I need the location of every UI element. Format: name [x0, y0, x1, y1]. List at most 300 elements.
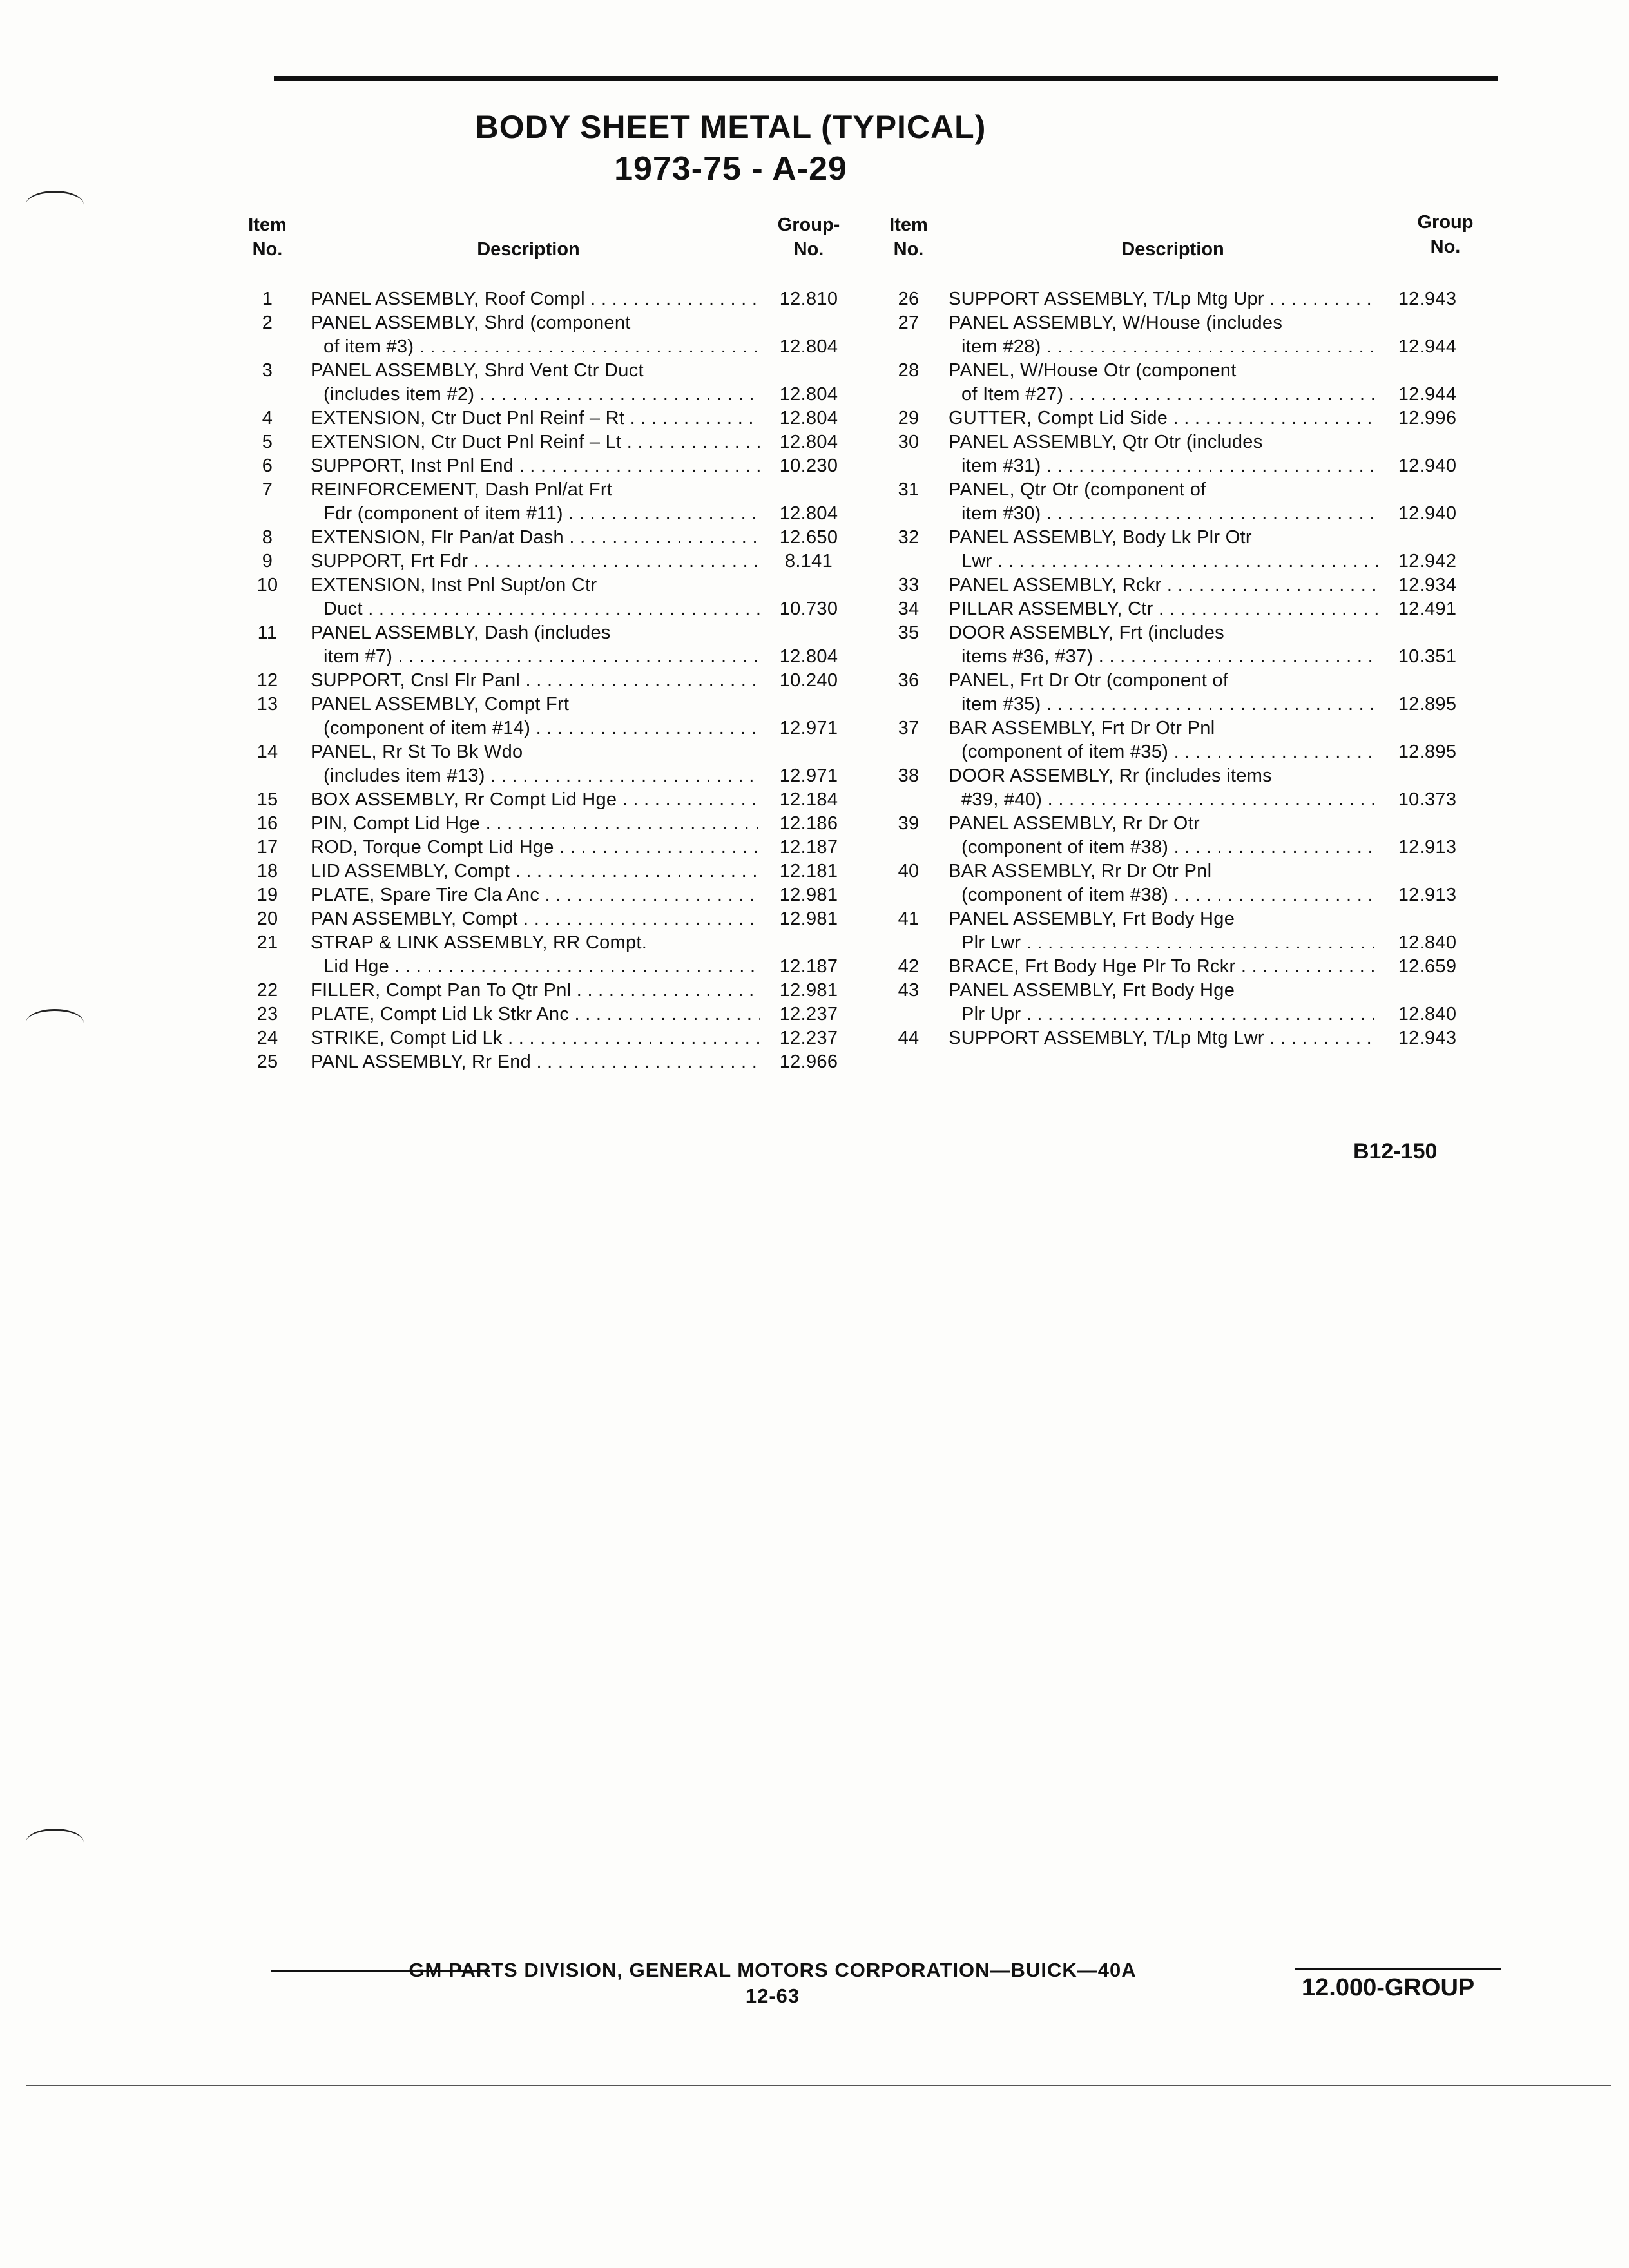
- item-number: 29: [898, 408, 920, 428]
- group-number-cell: [760, 860, 857, 883]
- description-line: of Item #27) . . .: [949, 383, 1379, 407]
- description-line: PANEL, Qtr Otr (component of: [949, 479, 1206, 500]
- page-subtitle: 1973-75 - A-29: [614, 150, 847, 187]
- item-number: 19: [256, 885, 278, 905]
- item-description: [303, 1026, 760, 1050]
- item-number: 34: [898, 599, 920, 619]
- parts-list-item: [232, 526, 857, 550]
- item-number: 37: [898, 718, 920, 738]
- description-line: PANEL ASSEMBLY, Rckr . . .: [949, 573, 1379, 597]
- parts-list-item: [232, 1050, 857, 1074]
- group-number-cell: [1379, 1026, 1476, 1050]
- parts-list-item: [232, 573, 857, 621]
- parts-list-item: [232, 907, 857, 931]
- group-number-cell: [760, 669, 857, 693]
- description-line: (component of item #38) . . .: [949, 836, 1379, 860]
- group-number: 12.804: [779, 408, 838, 428]
- item-description: [303, 979, 760, 1003]
- group-number-cell: [1379, 359, 1476, 407]
- parts-list-item: [876, 621, 1476, 669]
- group-number-cell: [1379, 621, 1476, 669]
- description-line: (includes item #13) . . .: [311, 764, 760, 788]
- item-description: [303, 407, 760, 430]
- description-line: PANEL ASSEMBLY, W/House (includes: [949, 312, 1283, 333]
- description-line: PANEL ASSEMBLY, Roof Compl . . .: [311, 287, 760, 311]
- parts-list-item: [876, 526, 1476, 573]
- item-description: [303, 573, 760, 621]
- item-description: [303, 931, 760, 979]
- group-number-cell: [1379, 407, 1476, 430]
- item-description: [303, 693, 760, 740]
- group-number-cell: [760, 407, 857, 430]
- description-line: PAN ASSEMBLY, Compt . . .: [311, 907, 760, 931]
- description-line: REINFORCEMENT, Dash Pnl/at Frt: [311, 479, 613, 500]
- parts-list-left: [232, 287, 857, 1074]
- description-line: Lwr . . .: [949, 550, 1379, 573]
- item-description: [303, 478, 760, 526]
- description-line: items #36, #37) . . .: [949, 645, 1379, 669]
- group-number-cell: [1379, 955, 1476, 979]
- item-number: 24: [256, 1028, 278, 1048]
- parts-list-item: [876, 407, 1476, 430]
- group-number: 12.913: [1398, 885, 1457, 905]
- footer-group-code: 12.000-GROUP: [1302, 1974, 1475, 2001]
- item-description: [941, 311, 1379, 359]
- description-line: GUTTER, Compt Lid Side . . .: [949, 407, 1379, 430]
- group-number-cell: [760, 430, 857, 454]
- item-description: [941, 979, 1379, 1026]
- parts-list-item: [232, 287, 857, 311]
- description-line: Plr Lwr . . .: [949, 931, 1379, 955]
- parts-list-item: [876, 1026, 1476, 1050]
- description-line: item #31) . . .: [949, 454, 1379, 478]
- parts-list-item: [232, 311, 857, 359]
- item-description: [941, 430, 1379, 478]
- parts-list-item: [876, 812, 1476, 860]
- description-line: item #28) . . .: [949, 335, 1379, 359]
- description-line: ROD, Torque Compt Lid Hge . . .: [311, 836, 760, 860]
- parts-list-item: [232, 931, 857, 979]
- item-description: [303, 1050, 760, 1074]
- item-number: 28: [898, 360, 920, 381]
- description-line: DOOR ASSEMBLY, Rr (includes items: [949, 765, 1272, 786]
- item-description: [941, 716, 1379, 764]
- parts-list-item: [876, 478, 1476, 526]
- description-line: (includes item #2) . . .: [311, 383, 760, 407]
- parts-list-item: [876, 573, 1476, 597]
- footer-division: GM PARTS DIVISION, GENERAL MOTORS CORPORATION—BUICK—40A: [409, 1959, 1137, 1981]
- item-number: 33: [898, 575, 920, 595]
- description-line: PANEL ASSEMBLY, Shrd Vent Ctr Duct: [311, 360, 644, 381]
- description-line: PANEL, Rr St To Bk Wdo: [311, 742, 523, 762]
- description-line: PANEL, W/House Otr (component: [949, 360, 1237, 381]
- group-number: 12.184: [779, 789, 838, 810]
- description-line: PANEL ASSEMBLY, Compt Frt: [311, 694, 570, 715]
- item-description: [303, 359, 760, 407]
- page-title: BODY SHEET METAL (TYPICAL): [475, 109, 987, 145]
- group-number: 12.650: [779, 527, 838, 548]
- group-number: 12.943: [1398, 1028, 1457, 1048]
- item-number: 39: [898, 813, 920, 834]
- item-number: 22: [256, 980, 278, 1001]
- item-number: 36: [898, 670, 920, 691]
- header-group-no: Group- No.: [777, 215, 840, 260]
- description-line: BOX ASSEMBLY, Rr Compt Lid Hge . . .: [311, 788, 760, 812]
- group-number-cell: [760, 693, 857, 740]
- item-number: 25: [256, 1052, 278, 1072]
- item-description: [303, 669, 760, 693]
- group-number-cell: [1379, 526, 1476, 573]
- group-number: 12.996: [1398, 408, 1457, 428]
- description-line: (component of item #35) . . .: [949, 740, 1379, 764]
- description-line: (component of item #38) . . .: [949, 883, 1379, 907]
- item-number: 18: [256, 861, 278, 881]
- description-line: item #30) . . .: [949, 502, 1379, 526]
- parts-list-item: [876, 359, 1476, 407]
- item-description: [303, 907, 760, 931]
- parts-list-item: [232, 693, 857, 740]
- description-line: EXTENSION, Inst Pnl Supt/on Ctr: [311, 575, 597, 595]
- group-number: 12.934: [1398, 575, 1457, 595]
- description-line: item #7) . . .: [311, 645, 760, 669]
- group-number-cell: [760, 788, 857, 812]
- group-number: 12.237: [779, 1004, 838, 1024]
- description-line: EXTENSION, Ctr Duct Pnl Reinf – Lt . . .: [311, 430, 760, 454]
- group-number-cell: [1379, 669, 1476, 716]
- item-description: [303, 788, 760, 812]
- group-number: 12.981: [779, 908, 838, 929]
- group-number: 12.804: [779, 384, 838, 405]
- group-number: 12.940: [1398, 503, 1457, 524]
- item-number: 43: [898, 980, 920, 1001]
- group-number: 12.491: [1398, 599, 1457, 619]
- item-description: [303, 1003, 760, 1026]
- item-description: [941, 287, 1379, 311]
- group-number-cell: [1379, 597, 1476, 621]
- group-number: 12.940: [1398, 456, 1457, 476]
- group-number: 10.240: [779, 670, 838, 691]
- description-line: SUPPORT ASSEMBLY, T/Lp Mtg Lwr . . .: [949, 1026, 1379, 1050]
- group-number: 12.187: [779, 837, 838, 858]
- group-number: 8.141: [784, 551, 833, 572]
- item-description: [941, 359, 1379, 407]
- group-number: 12.804: [779, 646, 838, 667]
- group-number-cell: [760, 287, 857, 311]
- description-line: PLATE, Spare Tire Cla Anc . . .: [311, 883, 760, 907]
- description-line: Duct . . .: [311, 597, 760, 621]
- item-number: 14: [256, 742, 278, 762]
- group-number: 12.804: [779, 336, 838, 357]
- group-number: 12.971: [779, 765, 838, 786]
- item-description: [303, 454, 760, 478]
- description-line: STRIKE, Compt Lid Lk . . .: [311, 1026, 760, 1050]
- item-number: 16: [256, 813, 278, 834]
- group-number-cell: [1379, 573, 1476, 597]
- parts-list-item: [876, 597, 1476, 621]
- description-line: SUPPORT ASSEMBLY, T/Lp Mtg Upr . . .: [949, 287, 1379, 311]
- item-description: [941, 955, 1379, 979]
- group-number-cell: [1379, 860, 1476, 907]
- description-line: EXTENSION, Flr Pan/at Dash . . .: [311, 526, 760, 550]
- bottom-rule: [26, 2085, 1611, 2086]
- description-line: PANEL ASSEMBLY, Shrd (component: [311, 312, 631, 333]
- group-number: 12.810: [779, 289, 838, 309]
- description-line: Lid Hge . . .: [311, 955, 760, 979]
- item-number: 1: [262, 289, 273, 309]
- description-line: PLATE, Compt Lid Lk Stkr Anc . . .: [311, 1003, 760, 1026]
- parts-list-item: [876, 716, 1476, 764]
- parts-list-item: [876, 860, 1476, 907]
- item-description: [303, 550, 760, 573]
- item-description: [303, 812, 760, 836]
- group-number-cell: [760, 1050, 857, 1074]
- item-number: 30: [898, 432, 920, 452]
- description-line: #39, #40) . . .: [949, 788, 1379, 812]
- parts-list-item: [232, 669, 857, 693]
- item-number: 2: [262, 312, 273, 333]
- description-line: BAR ASSEMBLY, Rr Dr Otr Pnl: [949, 861, 1212, 881]
- group-number-cell: [760, 550, 857, 573]
- parts-list-right: [876, 287, 1476, 1050]
- item-description: [303, 430, 760, 454]
- item-description: [941, 407, 1379, 430]
- item-number: 40: [898, 861, 920, 881]
- item-number: 41: [898, 908, 920, 929]
- item-number: 26: [898, 289, 920, 309]
- group-number-cell: [1379, 287, 1476, 311]
- description-line: PANEL ASSEMBLY, Body Lk Plr Otr: [949, 527, 1252, 548]
- description-line: Plr Upr . . .: [949, 1003, 1379, 1026]
- item-description: [941, 812, 1379, 860]
- parts-list-item: [232, 836, 857, 860]
- description-line: PANEL ASSEMBLY, Frt Body Hge: [949, 908, 1235, 929]
- description-line: PANEL ASSEMBLY, Frt Body Hge: [949, 980, 1235, 1001]
- item-description: [941, 478, 1379, 526]
- description-line: SUPPORT, Cnsl Flr Panl . . .: [311, 669, 760, 693]
- description-line: SUPPORT, Frt Fdr . . .: [311, 550, 760, 573]
- item-number: 27: [898, 312, 920, 333]
- description-line: PIN, Compt Lid Hge . . .: [311, 812, 760, 836]
- group-number: 12.944: [1398, 384, 1457, 405]
- group-number: 12.944: [1398, 336, 1457, 357]
- group-number: 10.230: [779, 456, 838, 476]
- header-description: Description: [477, 239, 580, 260]
- parts-list-item: [876, 287, 1476, 311]
- group-number: 12.187: [779, 956, 838, 977]
- item-description: [941, 1026, 1379, 1050]
- item-number: 23: [256, 1004, 278, 1024]
- binder-hole-mark: [26, 191, 84, 218]
- group-number: 12.840: [1398, 932, 1457, 953]
- top-rule: [274, 76, 1498, 81]
- group-number: 12.942: [1398, 551, 1457, 572]
- description-line: PILLAR ASSEMBLY, Ctr . . .: [949, 597, 1379, 621]
- header-item-no: Item No.: [248, 215, 287, 260]
- group-number-cell: [760, 812, 857, 836]
- parts-list-item: [232, 812, 857, 836]
- group-number-cell: [760, 454, 857, 478]
- group-number: 10.730: [779, 599, 838, 619]
- item-description: [941, 621, 1379, 669]
- item-number: 3: [262, 360, 273, 381]
- description-line: PANL ASSEMBLY, Rr End . . .: [311, 1050, 760, 1074]
- description-line: SUPPORT, Inst Pnl End . . .: [311, 454, 760, 478]
- item-number: 44: [898, 1028, 920, 1048]
- description-line: PANEL ASSEMBLY, Qtr Otr (includes: [949, 432, 1263, 452]
- description-line: PANEL, Frt Dr Otr (component of: [949, 670, 1229, 691]
- description-line: LID ASSEMBLY, Compt . . .: [311, 860, 760, 883]
- group-number-cell: [1379, 907, 1476, 955]
- group-number-cell: [760, 311, 857, 359]
- description-line: BRACE, Frt Body Hge Plr To Rckr . . .: [949, 955, 1379, 979]
- group-number-cell: [1379, 979, 1476, 1026]
- group-number: 12.971: [779, 718, 838, 738]
- binder-hole-mark: [26, 1009, 84, 1037]
- group-number-cell: [760, 478, 857, 526]
- group-number-cell: [1379, 478, 1476, 526]
- description-line: (component of item #14) . . .: [311, 716, 760, 740]
- description-line: BAR ASSEMBLY, Frt Dr Otr Pnl: [949, 718, 1215, 738]
- item-number: 10: [256, 575, 278, 595]
- item-number: 4: [262, 408, 273, 428]
- parts-list-item: [232, 407, 857, 430]
- parts-list-item: [232, 1003, 857, 1026]
- parts-list-item: [232, 979, 857, 1003]
- item-description: [941, 526, 1379, 573]
- group-number: 12.237: [779, 1028, 838, 1048]
- item-description: [303, 311, 760, 359]
- parts-list-item: [876, 764, 1476, 812]
- footer-page-number: 12-63: [745, 1984, 800, 2007]
- parts-list-item: [232, 788, 857, 812]
- group-number: 12.966: [779, 1052, 838, 1072]
- group-number-cell: [760, 836, 857, 860]
- parts-list-item: [232, 883, 857, 907]
- item-number: 31: [898, 479, 920, 500]
- item-number: 35: [898, 622, 920, 643]
- item-number: 13: [256, 694, 278, 715]
- group-number-cell: [760, 621, 857, 669]
- description-line: FILLER, Compt Pan To Qtr Pnl . . .: [311, 979, 760, 1003]
- item-description: [303, 740, 760, 788]
- description-line: of item #3) . . .: [311, 335, 760, 359]
- group-number: 12.943: [1398, 289, 1457, 309]
- item-number: 21: [256, 932, 278, 953]
- header-item-no: Item No.: [889, 215, 928, 260]
- group-number: 12.186: [779, 813, 838, 834]
- item-description: [941, 597, 1379, 621]
- item-description: [303, 621, 760, 669]
- group-number-cell: [760, 1026, 857, 1050]
- parts-list-item: [232, 1026, 857, 1050]
- description-line: EXTENSION, Ctr Duct Pnl Reinf – Rt . . .: [311, 407, 760, 430]
- group-number: 12.840: [1398, 1004, 1457, 1024]
- parts-list-item: [232, 740, 857, 788]
- group-number-cell: [760, 907, 857, 931]
- parts-list-item: [876, 669, 1476, 716]
- group-number-cell: [1379, 311, 1476, 359]
- group-number-cell: [1379, 716, 1476, 764]
- item-description: [941, 573, 1379, 597]
- item-number: 5: [262, 432, 273, 452]
- group-number: 12.659: [1398, 956, 1457, 977]
- item-description: [303, 526, 760, 550]
- item-number: 38: [898, 765, 920, 786]
- parts-list-item: [876, 430, 1476, 478]
- group-number-cell: [760, 979, 857, 1003]
- parts-list-item: [232, 359, 857, 407]
- group-number: 10.351: [1398, 646, 1457, 667]
- group-number-cell: [760, 526, 857, 550]
- group-number-cell: [1379, 430, 1476, 478]
- group-number: 12.981: [779, 980, 838, 1001]
- parts-list-item: [232, 860, 857, 883]
- item-number: 17: [256, 837, 278, 858]
- header-description: Description: [1121, 239, 1224, 260]
- item-number: 20: [256, 908, 278, 929]
- group-number-cell: [760, 931, 857, 979]
- description-line: DOOR ASSEMBLY, Frt (includes: [949, 622, 1224, 643]
- parts-list-item: [876, 979, 1476, 1026]
- item-number: 6: [262, 456, 273, 476]
- description-line: item #35) . . .: [949, 693, 1379, 716]
- item-number: 15: [256, 789, 278, 810]
- description-line: STRAP & LINK ASSEMBLY, RR Compt.: [311, 932, 648, 953]
- item-number: 12: [256, 670, 278, 691]
- parts-list-item: [232, 454, 857, 478]
- parts-list-item: [232, 621, 857, 669]
- group-number-cell: [760, 883, 857, 907]
- item-number: 11: [257, 622, 278, 643]
- group-number-cell: [760, 1003, 857, 1026]
- item-number: 8: [262, 527, 273, 548]
- group-number: 12.913: [1398, 837, 1457, 858]
- parts-list-item: [876, 311, 1476, 359]
- group-number-cell: [760, 740, 857, 788]
- group-number-cell: [1379, 812, 1476, 860]
- parts-list-item: [232, 430, 857, 454]
- group-number: 12.804: [779, 503, 838, 524]
- group-number-cell: [760, 573, 857, 621]
- item-description: [303, 883, 760, 907]
- item-description: [941, 669, 1379, 716]
- group-number-cell: [760, 359, 857, 407]
- binder-hole-mark: [26, 1829, 84, 1856]
- description-line: PANEL ASSEMBLY, Rr Dr Otr: [949, 813, 1200, 834]
- item-description: [303, 287, 760, 311]
- item-description: [941, 907, 1379, 955]
- group-number: 12.981: [779, 885, 838, 905]
- item-description: [303, 836, 760, 860]
- group-number-cell: [1379, 764, 1476, 812]
- parts-list-item: [232, 478, 857, 526]
- item-number: 32: [898, 527, 920, 548]
- group-number: 12.895: [1398, 742, 1457, 762]
- group-number: 10.373: [1398, 789, 1457, 810]
- description-line: Fdr (component of item #11) . . .: [311, 502, 760, 526]
- description-line: PANEL ASSEMBLY, Dash (includes: [311, 622, 611, 643]
- parts-list-item: [232, 550, 857, 573]
- group-number: 12.804: [779, 432, 838, 452]
- parts-list-item: [876, 955, 1476, 979]
- item-number: 7: [262, 479, 273, 500]
- item-number: 9: [262, 551, 273, 572]
- header-group-no: Group No.: [1417, 212, 1474, 257]
- item-description: [303, 860, 760, 883]
- group-number: 12.181: [779, 861, 838, 881]
- group-number: 12.895: [1398, 694, 1457, 715]
- item-number: 42: [898, 956, 920, 977]
